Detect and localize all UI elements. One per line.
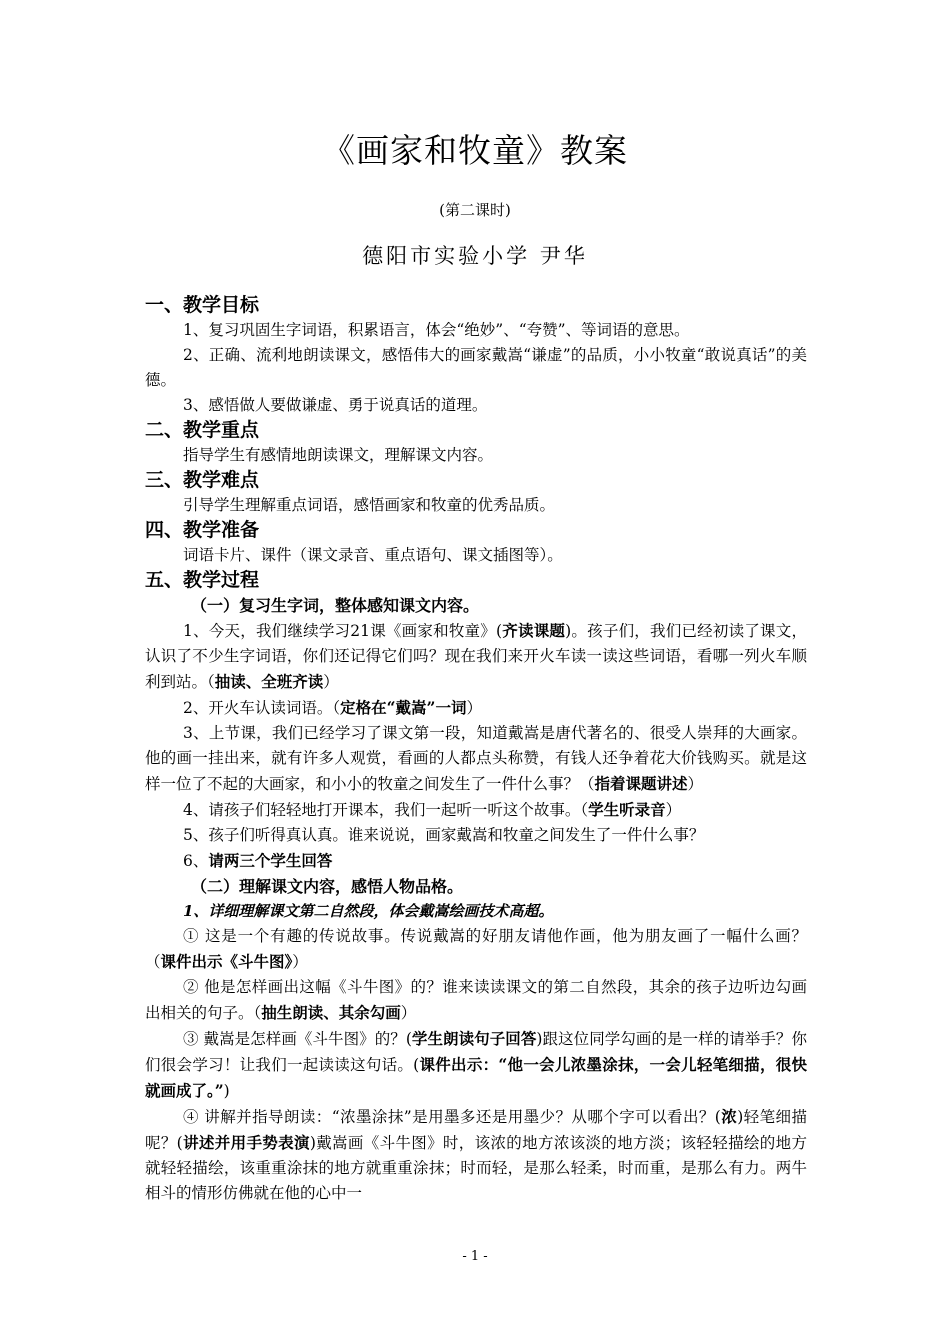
paragraph: [145, 975, 807, 1026]
paragraph: [145, 1026, 807, 1104]
section-heading-goals: 一、教学目标: [145, 294, 260, 316]
teaching-note: 课件出示《斗牛图》: [160, 952, 293, 971]
paragraph: [145, 1104, 807, 1206]
teaching-note: 指着课题讲述: [594, 774, 688, 793]
text-run: ① 这是一个有趣的传说故事。传说戴嵩的好朋友请他作画，他为朋友画了一幅什么画？（: [145, 927, 807, 971]
document-body: [145, 293, 807, 1206]
text-run: ): [223, 1082, 230, 1100]
lesson-period: (第二课时): [439, 201, 511, 219]
teaching-note: 抽读、全班齐读: [214, 672, 324, 691]
paragraph: 1、复习巩固生字词语，积累语言，体会“绝妙”、“夸赞”、等词语的意思。: [183, 321, 690, 339]
paragraph: [145, 721, 807, 797]
paragraph: 引导学生理解重点词语，感悟画家和牧童的优秀品质。: [183, 496, 556, 514]
text-run: 2、开火车认读词语。（: [183, 699, 341, 717]
paragraph: 3、感悟做人要做谦虚、勇于说真话的道理。: [183, 396, 488, 414]
text-run: ）: [400, 1004, 417, 1022]
document-title: 《画家和牧童》教案: [322, 131, 628, 170]
subsection-heading-paragraph-two: 1、详细理解课文第二自然段，体会戴嵩绘画技术高超。: [183, 902, 554, 920]
text-run: )轻笔细描呢？(: [145, 1108, 807, 1152]
text-run: )。孩子们，我们已经初读了课文，认识了不少生字词语，你们还记得它们吗？现在我们来开火车读一读这些词语，看哪一列火车顺利到站。（: [145, 622, 807, 691]
paragraph: 指导学生有感情地朗读课文，理解课文内容。: [183, 446, 494, 464]
teaching-note: 请两三个学生回答: [208, 851, 333, 870]
paragraph: [145, 797, 807, 823]
section-heading-preparation: 四、教学准备: [145, 519, 260, 541]
section-heading-difficulties: 三、教学难点: [145, 469, 260, 491]
page-number: - 1 -: [462, 1249, 488, 1264]
section-heading-process: 五、教学过程: [145, 569, 260, 591]
text-run: ）: [665, 801, 682, 819]
teaching-note: 课件出示：“他一会儿浓墨涂抹，一会儿轻笔细描，很快就画成了。”: [145, 1055, 807, 1100]
paragraph: [145, 848, 807, 874]
teaching-note: 定格在“戴嵩”一词: [340, 698, 467, 717]
teaching-note: 浓: [720, 1107, 738, 1126]
text-run: ）: [687, 775, 704, 793]
section-heading-key-points: 二、教学重点: [145, 419, 260, 441]
paragraph: [145, 618, 807, 695]
paragraph: [145, 924, 807, 975]
text-run: )跟这位同学勾画的是一样的请举手？你们很会学习！让我们一起读读这句话。(: [145, 1030, 807, 1074]
text-run: 4、请孩子们轻轻地打开课本，我们一起听一听这个故事。（: [183, 801, 589, 819]
text-run: 3、上节课，我们已经学习了课文第一段，知道戴嵩是唐代著名的、很受人崇拜的大画家。他的画一挂出来，就有许多人观赏，看画的人都点头称赞，有钱人还争着花大价钱购买。就是这样一位了不起的大画家，和小小的牧童之间发生了一件什么事？（: [145, 724, 807, 793]
text-run: ）: [323, 673, 339, 691]
text-run: ② 他是怎样画出这幅《斗牛图》的？谁来读读课文的第二自然段，其余的孩子边听边勾画出相关的句子。（: [145, 978, 807, 1022]
paragraph: 词语卡片、课件（课文录音、重点语句、课文插图等）。: [183, 546, 563, 564]
paragraph: 2、正确、流利地朗读课文，感悟伟大的画家戴嵩“谦虚”的品质，小小牧童“敢说真话”的美德。: [145, 346, 807, 389]
teaching-note: 齐读课题: [502, 621, 566, 640]
paragraph: 5、孩子们听得真认真。谁来说说，画家戴嵩和牧童之间发生了一件什么事？: [183, 826, 705, 844]
text-run: )戴嵩画《斗牛图》时，该浓的地方浓该淡的地方淡；该轻轻描绘的地方就轻轻描绘，该重重涂抹的地方就重重涂抹；时而轻，是那么轻柔，时而重，是那么有力。两牛相斗的情形仿佛就在他的心中一: [145, 1134, 807, 1202]
teaching-note: 讲述并用手势表演: [182, 1133, 310, 1152]
subsection-heading-review: （一）复习生字词，整体感知课文内容。: [191, 596, 480, 615]
text-run: ）: [292, 953, 308, 971]
teaching-note: 学生朗读句子回答: [411, 1029, 537, 1048]
text-run: 1、今天，我们继续学习21课《画家和牧童》(: [183, 622, 503, 640]
author-line: 德阳市实验小学 尹华: [362, 244, 588, 268]
paragraph: [145, 695, 807, 721]
teaching-note: 学生听录音: [588, 800, 666, 819]
subsection-heading-understanding: （二）理解课文内容，感悟人物品格。: [191, 877, 464, 896]
teaching-note: 抽生朗读、其余勾画: [261, 1003, 401, 1022]
text-run: 6、: [183, 852, 209, 870]
text-run: ④ 讲解并指导朗读：“浓墨涂抹”是用墨多还是用墨少？从哪个字可以看出？(: [183, 1108, 721, 1126]
text-run: ③ 戴嵩是怎样画《斗牛图》的？(: [183, 1030, 412, 1048]
text-run: ）: [466, 699, 482, 717]
